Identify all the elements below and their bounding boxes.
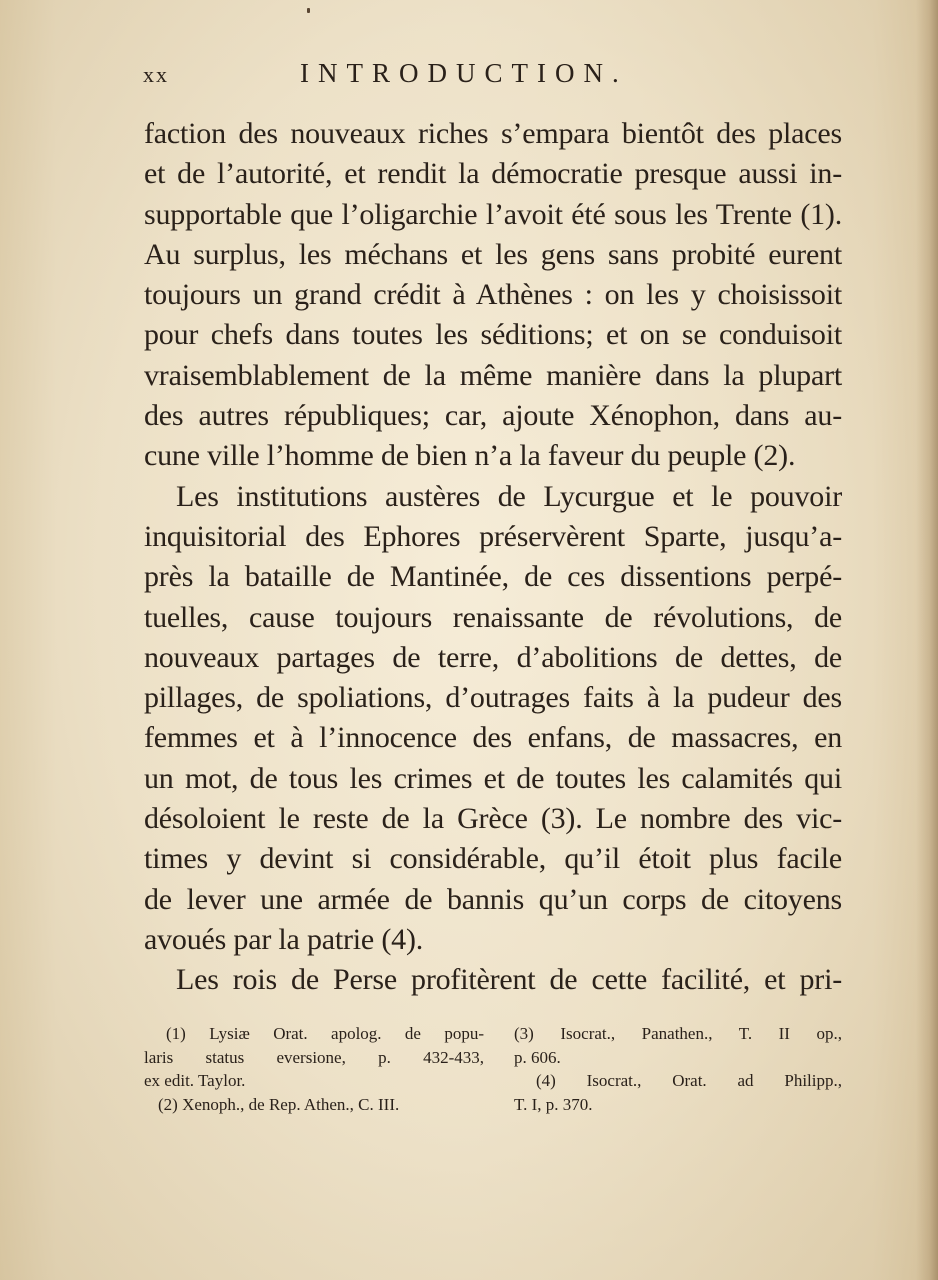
text-line: Au surplus, les méchans et les gens sans probité eurent bbox=[144, 237, 842, 271]
text-line: toujours un grand crédit à Athènes : on les y choisissoit bbox=[144, 278, 842, 312]
footnote-line: (1) Lysiæ Orat. apolog. de popu- bbox=[166, 1024, 484, 1043]
running-head bbox=[143, 58, 843, 94]
text-line: et de l’autorité, et rendit la démocratie presque aussi in- bbox=[144, 157, 842, 191]
footnote-line: (3) Isocrat., Panathen., T. II op., bbox=[514, 1024, 842, 1043]
page-number: xx bbox=[143, 62, 169, 87]
text-line: inquisitorial des Ephores préservèrent Sparte, jusqu’a- bbox=[144, 519, 842, 553]
text-line: cune ville l’homme de bien n’a la faveur du peuple (2). bbox=[144, 439, 796, 473]
ink-speck bbox=[307, 8, 310, 13]
page-edge-shadow bbox=[916, 0, 938, 1280]
paragraph-first-line: Les institutions austères de Lycurgue et le pouvoir bbox=[176, 479, 842, 513]
footnotes-left-column bbox=[144, 1022, 484, 1116]
text-line: de lever une armée de bannis qu’un corps de citoyens bbox=[144, 882, 842, 916]
text-line: pillages, de spoliations, d’outrages faits à la pudeur des bbox=[144, 681, 842, 715]
text-line: femmes et à l’innocence des enfans, de massacres, en bbox=[144, 721, 842, 755]
running-title: INTRODUCTION. bbox=[300, 58, 628, 88]
text-line: tuelles, cause toujours renaissante de révolutions, de bbox=[144, 600, 842, 634]
text-line: pour chefs dans toutes les séditions; et on se conduisoit bbox=[144, 318, 842, 352]
text-line: avoués par la patrie (4). bbox=[144, 922, 424, 956]
footnotes-right-column bbox=[514, 1022, 842, 1116]
text-line: désoloient le reste de la Grèce (3). Le nombre des vic- bbox=[144, 802, 842, 836]
text-line: près la bataille de Mantinée, de ces dissentions perpé- bbox=[144, 560, 842, 594]
text-line: supportable que l’oligarchie l’avoit été sous les Trente (1). bbox=[144, 197, 842, 231]
footnote-line: laris status eversione, p. 432-433, bbox=[144, 1047, 484, 1067]
footnote-line: T. I, p. 370. bbox=[514, 1094, 593, 1114]
footnote-line: p. 606. bbox=[514, 1047, 561, 1067]
text-line: des autres républiques; car, ajoute Xénophon, dans au- bbox=[144, 399, 842, 433]
text-line: vraisemblablement de la même manière dans la plupart bbox=[144, 358, 842, 392]
paragraph-first-line: Les rois de Perse profitèrent de cette facilité, et pri- bbox=[176, 963, 842, 997]
footnote-line: (2) Xenoph., de Rep. Athen., C. III. bbox=[158, 1094, 400, 1114]
text-line: un mot, de tous les crimes et de toutes les calamités qui bbox=[144, 761, 842, 795]
footnote-line: (4) Isocrat., Orat. ad Philipp., bbox=[536, 1071, 842, 1090]
text-line: faction des nouveaux riches s’empara bientôt des places bbox=[144, 117, 842, 150]
footnote-line: ex edit. Taylor. bbox=[144, 1071, 246, 1090]
text-line: nouveaux partages de terre, d’abolitions de dettes, de bbox=[144, 640, 842, 674]
body-text bbox=[144, 114, 842, 1001]
text-line: times y devint si considérable, qu’il étoit plus facile bbox=[144, 842, 842, 876]
